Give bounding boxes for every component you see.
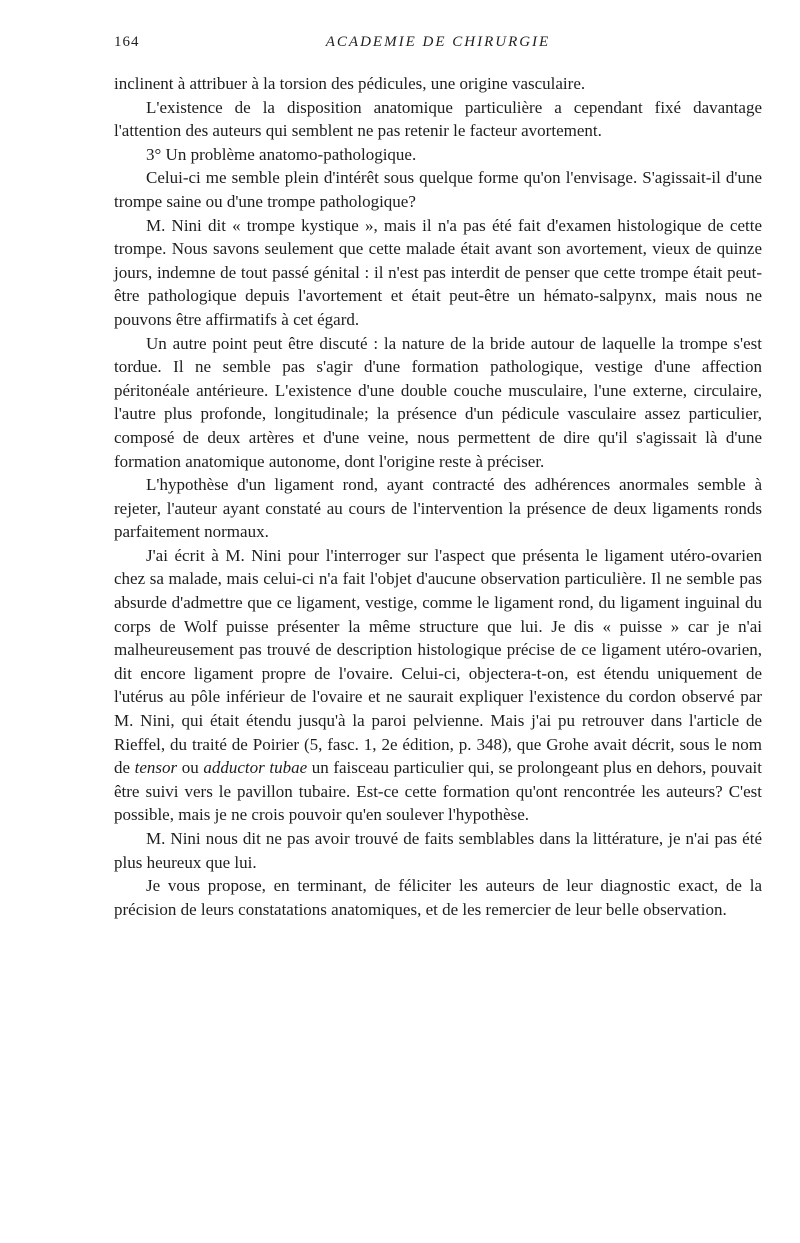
paragraph-2: L'existence de la disposition anatomique particulière a cependant fixé davantage l'attention des auteurs qui semblent ne pas retenir le facteur avortement.: [114, 97, 762, 141]
paragraph-8: [114, 544, 762, 827]
paragraph-7: L'hypothèse d'un ligament rond, ayant contracté des adhérences anormales semble à rejeter, l'auteur ayant constaté au cours de l'intervention la présence de deux ligaments ronds parfaitement normaux.: [114, 475, 762, 542]
term-tensor: tensor: [134, 758, 178, 778]
paragraph-10: Je vous propose, en terminant, de féliciter les auteurs de leur diagnostic exact, de la précision de leurs constatations anatomiques, et de les remercier de leur belle observation.: [114, 876, 762, 919]
paragraph-5: M. Nini dit « trompe kystique », mais il n'a pas été fait d'examen histologique de cette trompe. Nous savons seulement que cette malade était avant son avortement, vieux de quinze jours, indemne de tout passé génital : il n'est pas interdit de penser que cette trompe était peut-être pathologique depuis l'avortement et était peut-être un hémato-salpynx, mais nous ne pouvons être affirmatifs à cet égard.: [114, 215, 762, 329]
term-adductor-tubae: adductor tubae: [203, 758, 308, 778]
body-text: [114, 72, 762, 921]
paragraph-6: Un autre point peut être discuté : la nature de la bride autour de laquelle la trompe s'est tordue. Il ne semble pas s'agir d'une formation pathologique, vestige d'une affection péritonéale antérieure. L'existence d'une double couche musculaire, l'une externe, circulaire, l'autre plus profonde, longitudinale; la présence d'un pédicule vasculaire assez particulier, composé de deux artères et d'une veine, nous permettent de dire qu'il s'agissait là d'une formation anatomique autonome, dont l'origine reste à préciser.: [114, 333, 762, 471]
paragraph-1: inclinent à attribuer à la torsion des pédicules, une origine vasculaire.: [114, 74, 586, 93]
paragraph-8-end: un faisceau particulier qui, se prolongeant plus en dehors, pouvait être suivi vers le pavillon tubaire. Est-ce cette formation qu'ont rencontrée les auteurs? C'est possible, mais je ne crois pouvoir qu'en soulever l'hypothèse.: [114, 758, 763, 825]
running-head: [114, 30, 762, 54]
journal-title: ACADEMIE DE CHIRURGIE: [325, 34, 551, 50]
paragraph-4: Celui-ci me semble plein d'intérêt sous quelque forme qu'on l'envisage. S'agissait-il d'une trompe saine ou d'une trompe pathologique?: [114, 168, 762, 211]
conjunction-ou: ou: [177, 758, 204, 778]
page-number: 164: [114, 34, 140, 50]
paragraph-8-text: J'ai écrit à M. Nini pour l'interroger sur l'aspect que présenta le ligament utéro-ovarien chez sa malade, mais celui-ci n'a fait l'objet d'aucune observation particulière. Il ne semble pas absurde d'admettre que ce ligament, vestige, comme le ligament rond, du ligament inguinal du corps de Wolf puisse présenter la même structure que lui. Je dis « puisse » car je n'ai malheureusement pas trouvé de description histologique précise de ce ligament utéro-ovarien, dit encore ligament propre de l'ovaire. Celui-ci, objectera-t-on, est étendu uniquement de l'utérus au pôle inférieur de l'ovaire et ne saurait expliquer l'existence du cordon observé par M. Nini, qui était étendu jusqu'à la paroi pelvienne. Mais j'ai pu retrouver dans l'article de Rieffel, du traité de Poirier (5, fasc. 1, 2e édition, p. 348), que Grohe avait décrit, sous le nom de: [114, 545, 762, 778]
page: [114, 30, 762, 921]
paragraph-3: 3° Un problème anatomo-pathologique.: [146, 144, 417, 164]
paragraph-9: M. Nini nous dit ne pas avoir trouvé de faits semblables dans la littérature, je n'ai pas été plus heureux que lui.: [114, 829, 762, 872]
